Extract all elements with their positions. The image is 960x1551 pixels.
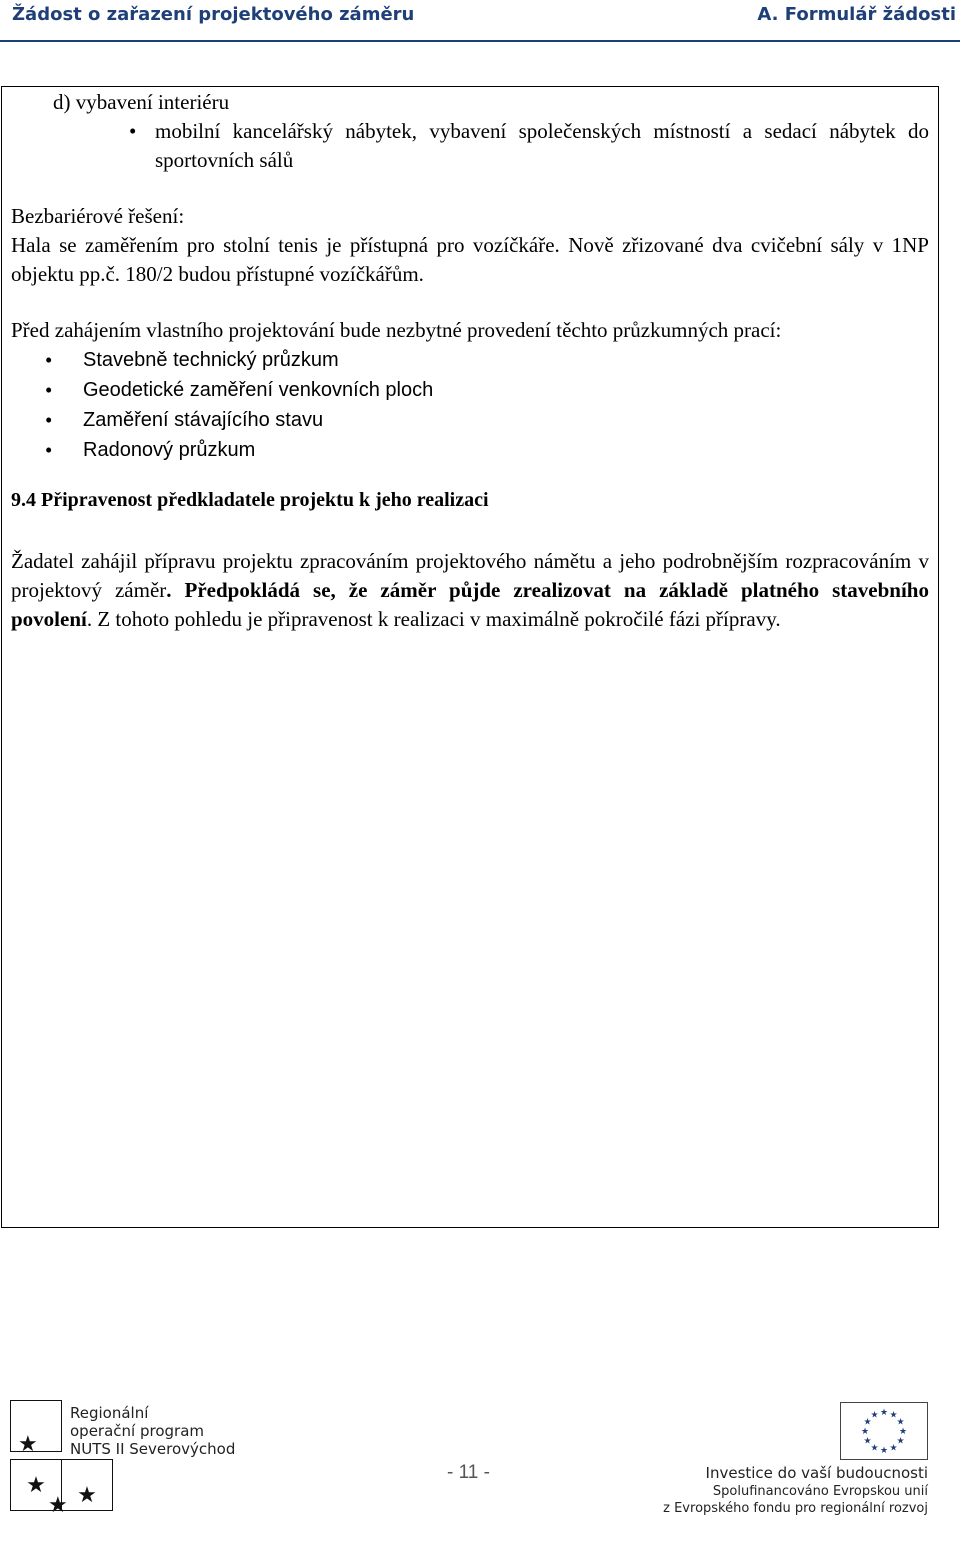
barrier-title: Bezbariérové řešení:	[11, 204, 185, 228]
star-icon: ★	[18, 1431, 38, 1456]
form-content	[11, 88, 929, 634]
star-icon: ★	[77, 1482, 97, 1507]
eu-star-icon: ★	[898, 1427, 908, 1437]
list-item: • Zaměření stávajícího stavu	[11, 405, 929, 435]
eu-flag-icon	[840, 1402, 928, 1460]
eu-star-icon: ★	[863, 1436, 872, 1447]
eu-star-icon: ★	[860, 1427, 870, 1437]
list-item: • Radonový průzkum	[11, 435, 929, 465]
document-title: Žádost o zařazení projektového záměru	[12, 4, 415, 25]
survey-intro: Před zahájením vlastního projektování bude nezbytné provedení těchto průzkumných prací:	[11, 318, 782, 342]
rop-logo-text: Regionální operační program NUTS II Severovýchod	[70, 1404, 236, 1458]
item-d-label: d) vybavení interiéru	[53, 90, 230, 114]
bullet-icon: •	[45, 348, 53, 372]
header-divider	[0, 40, 960, 42]
survey-list	[11, 345, 929, 465]
bullet-icon: •	[45, 438, 53, 462]
logo-square-bottom-right	[61, 1459, 113, 1511]
star-icon: ★	[26, 1472, 46, 1497]
bold-statement: . Předpokládá se, že záměr půjde zrealizovat na základě platného stavebního povolení	[11, 578, 929, 631]
eu-star-icon: ★	[896, 1417, 905, 1428]
eu-star-icon: ★	[896, 1436, 905, 1447]
eu-star-icon: ★	[870, 1410, 879, 1421]
eu-star-icon: ★	[879, 1446, 889, 1456]
star-icon: ★	[48, 1492, 68, 1517]
eu-star-icon: ★	[879, 1408, 889, 1418]
list-item: • Geodetické zaměření venkovních ploch	[11, 375, 929, 405]
item-d-bullet	[11, 117, 929, 175]
eu-star-icon: ★	[889, 1410, 898, 1421]
bullet-icon: •	[129, 119, 137, 143]
eu-slogan: Investice do vaší budoucnosti Spolufinancováno Evropskou unií z Evropského fondu pro regionální rozvoj	[663, 1464, 928, 1516]
bullet-icon: •	[45, 408, 53, 432]
section-heading: 9.4 Připravenost předkladatele projektu k jeho realizaci	[11, 489, 489, 511]
bullet-icon: •	[45, 378, 53, 402]
page-header	[12, 4, 958, 32]
eu-stars-icon	[841, 1403, 927, 1459]
list-item: • Stavebně technický průzkum	[11, 345, 929, 375]
barrier-text: Hala se zaměřením pro stolní tenis je přístupná pro vozíčkáře. Nově zřizované dva cvičební sály v 1NP objektu pp.č. 180/2 budou přístupné vozíčkářům.	[11, 233, 929, 286]
eu-star-icon: ★	[889, 1443, 898, 1454]
eu-star-icon: ★	[870, 1443, 879, 1454]
page-number: - 11 -	[447, 1462, 490, 1483]
form-section-title: A. Formulář žádosti	[757, 4, 956, 25]
readiness-paragraph: Žadatel zahájil přípravu projektu zpracováním projektového námětu a jeho podrobnějším rozpracováním v projektový záměr. Předpokládá se, že záměr půjde zrealizovat na základě platného stavebního povolení. Z tohoto pohledu je připravenost k realizaci v maximálně pokročilé fázi přípravy.	[11, 549, 929, 631]
item-d-bullet-text: mobilní kancelářský nábytek, vybavení společenských místností a sedací nábytek do sportovních sálů	[155, 119, 929, 172]
eu-star-icon: ★	[863, 1417, 872, 1428]
